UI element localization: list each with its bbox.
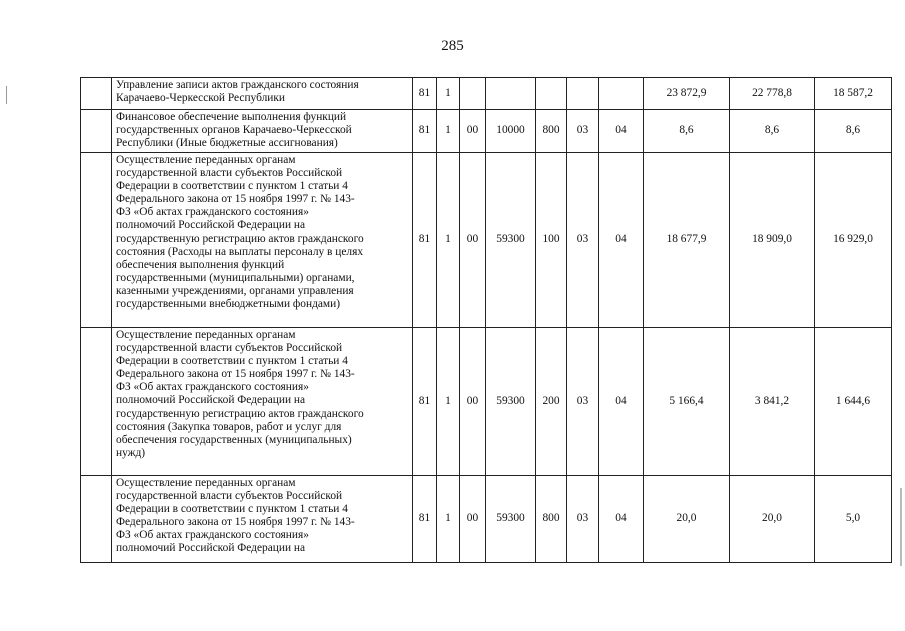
row-description: Финансовое обеспечение выполнения функций государственных органов Карачаево-Черкесской Республики (Иные бюджетные ассигнования) <box>112 110 413 153</box>
code-cell-c1: 81 <box>413 328 437 476</box>
row-description: Осуществление переданных органам государственной власти субъектов Российской Федерации в соответствии с пунктом 1 статьи 4 Федерального закона от 15 ноября 1997 г. № 143- ФЗ «Об актах гражданского состояния» полномочий Российской Федерации на государственную регистрацию актов гражданского состояния (Закупка товаров, работ и услуг для обеспечения государственных (муниципальных) нужд) <box>112 328 413 476</box>
scan-margin-mark <box>6 86 7 104</box>
amount-cell-v3: 18 587,2 <box>815 78 892 110</box>
code-cell-c2: 1 <box>437 110 460 153</box>
code-cell-c4 <box>486 78 536 110</box>
code-cell-c4: 59300 <box>486 476 536 563</box>
row-description: Осуществление переданных органам государственной власти субъектов Российской Федерации в соответствии с пунктом 1 статьи 4 Федерального закона от 15 ноября 1997 г. № 143- ФЗ «Об актах гражданского состояния» полномочий Российской Федерации на <box>112 476 413 563</box>
amount-cell-v3: 1 644,6 <box>815 328 892 476</box>
code-cell-c6: 03 <box>567 153 599 328</box>
table-row <box>81 78 892 110</box>
code-cell-c7: 04 <box>599 328 644 476</box>
code-cell-c5 <box>536 78 567 110</box>
code-cell-c4: 59300 <box>486 328 536 476</box>
amount-cell-v2: 20,0 <box>730 476 815 563</box>
code-cell-c5: 200 <box>536 328 567 476</box>
code-cell-c2: 1 <box>437 328 460 476</box>
code-cell-c3 <box>460 78 486 110</box>
code-cell-c4: 59300 <box>486 153 536 328</box>
amount-cell-v2: 3 841,2 <box>730 328 815 476</box>
table-row <box>81 153 892 328</box>
code-cell-c2: 1 <box>437 153 460 328</box>
table-row <box>81 110 892 153</box>
amount-cell-v1: 20,0 <box>644 476 730 563</box>
code-cell-c1: 81 <box>413 78 437 110</box>
code-cell-c3: 00 <box>460 110 486 153</box>
code-cell-c6 <box>567 78 599 110</box>
amount-cell-v2: 22 778,8 <box>730 78 815 110</box>
code-cell-c3: 00 <box>460 328 486 476</box>
amount-cell-v3: 8,6 <box>815 110 892 153</box>
row-margin-cell <box>81 153 112 328</box>
amount-cell-v2: 8,6 <box>730 110 815 153</box>
code-cell-c3: 00 <box>460 153 486 328</box>
code-cell-c5: 800 <box>536 476 567 563</box>
code-cell-c5: 800 <box>536 110 567 153</box>
amount-cell-v1: 5 166,4 <box>644 328 730 476</box>
code-cell-c7: 04 <box>599 110 644 153</box>
code-cell-c3: 00 <box>460 476 486 563</box>
code-cell-c7: 04 <box>599 153 644 328</box>
table-row <box>81 476 892 563</box>
scan-edge-mark <box>900 488 902 566</box>
table-row <box>81 328 892 476</box>
code-cell-c1: 81 <box>413 110 437 153</box>
code-cell-c4: 10000 <box>486 110 536 153</box>
code-cell-c6: 03 <box>567 110 599 153</box>
amount-cell-v3: 5,0 <box>815 476 892 563</box>
row-margin-cell <box>81 110 112 153</box>
amount-cell-v3: 16 929,0 <box>815 153 892 328</box>
amount-cell-v1: 18 677,9 <box>644 153 730 328</box>
row-margin-cell <box>81 476 112 563</box>
row-description: Управление записи актов гражданского состояния Карачаево-Черкесской Республики <box>112 78 413 110</box>
row-description: Осуществление переданных органам государственной власти субъектов Российской Федерации в соответствии с пунктом 1 статьи 4 Федерального закона от 15 ноября 1997 г. № 143- ФЗ «Об актах гражданского состояния» полномочий Российской Федерации на государственную регистрацию актов гражданского состояния (Расходы на выплаты персоналу в целях обеспечения выполнения функций государственными (муниципальными) органами, казенными учреждениями, органами управления государственными внебюджетными фондами) <box>112 153 413 328</box>
amount-cell-v1: 8,6 <box>644 110 730 153</box>
code-cell-c7 <box>599 78 644 110</box>
amount-cell-v2: 18 909,0 <box>730 153 815 328</box>
code-cell-c2: 1 <box>437 78 460 110</box>
budget-table <box>80 77 892 563</box>
page-number: 285 <box>441 38 464 54</box>
code-cell-c5: 100 <box>536 153 567 328</box>
code-cell-c2: 1 <box>437 476 460 563</box>
code-cell-c1: 81 <box>413 476 437 563</box>
code-cell-c6: 03 <box>567 476 599 563</box>
code-cell-c6: 03 <box>567 328 599 476</box>
row-margin-cell <box>81 328 112 476</box>
code-cell-c7: 04 <box>599 476 644 563</box>
amount-cell-v1: 23 872,9 <box>644 78 730 110</box>
row-margin-cell <box>81 78 112 110</box>
budget-table-container <box>80 77 892 563</box>
code-cell-c1: 81 <box>413 153 437 328</box>
